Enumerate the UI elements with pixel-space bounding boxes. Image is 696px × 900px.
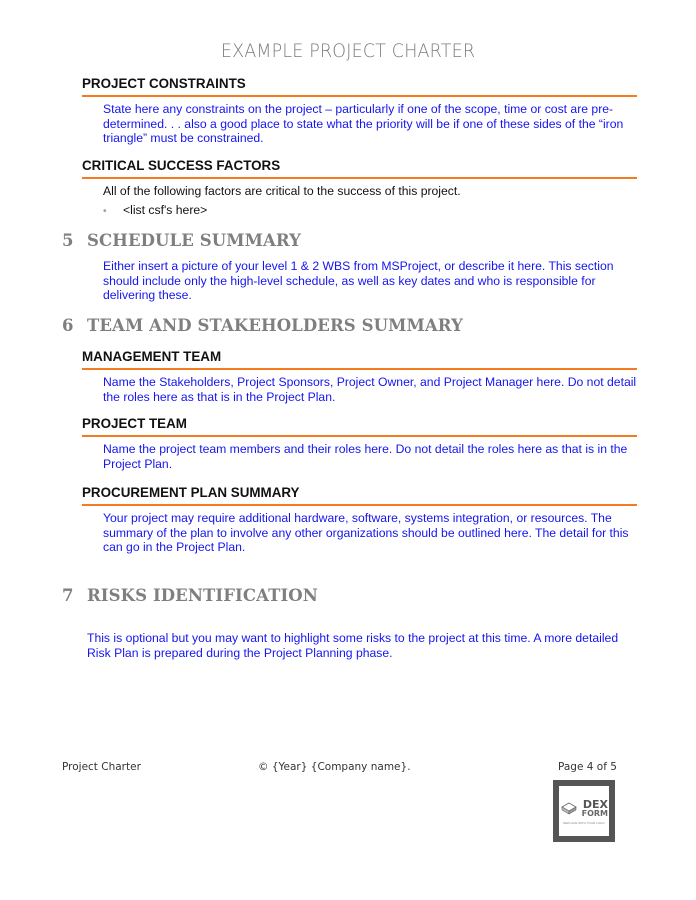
logo-box-icon — [561, 801, 577, 815]
heading-project-constraints: PROJECT CONSTRAINTS — [82, 76, 637, 97]
section-title: RISKS IDENTIFICATION — [87, 586, 318, 605]
heading-risks-identification — [62, 586, 318, 605]
csf-intro-text: All of the following factors are critical to the success of this project. — [103, 184, 461, 198]
page-title: EXAMPLE PROJECT CHARTER — [220, 40, 476, 62]
footer-copyright: © {Year} {Company name}. — [258, 761, 411, 773]
heading-schedule-summary — [62, 231, 301, 250]
section-title: TEAM AND STAKEHOLDERS SUMMARY — [87, 316, 463, 335]
heading-team-stakeholders-summary — [62, 316, 463, 335]
procurement-text: Your project may require additional hardware, software, systems integration, or resources. The summary of the plan to involve any other organizations should be outlined here. The detail for this can go in the Project Plan. — [103, 511, 629, 555]
section-number: 5 — [62, 231, 74, 250]
logo-tagline: REPLACE WITH YOUR LOGO — [563, 821, 605, 825]
footer-document-name: Project Charter — [62, 761, 141, 773]
heading-procurement-plan-summary: PROCUREMENT PLAN SUMMARY — [82, 485, 637, 506]
section-title: SCHEDULE SUMMARY — [87, 231, 302, 250]
management-team-text: Name the Stakeholders, Project Sponsors, Project Owner, and Project Manager here. Do not detail the roles here as that is in the Project Plan. — [103, 375, 637, 404]
schedule-text: Either insert a picture of your level 1 & 2 WBS from MSProject, or describe it here. This section should include only the high-level schedule, as well as key dates and who is responsible for delivering these. — [103, 259, 614, 303]
risks-text: This is optional but you may want to highlight some risks to the project at this time. A more detailed Risk Plan is prepared during the Project Planning phase. — [87, 631, 619, 660]
heading-project-team: PROJECT TEAM — [82, 416, 637, 437]
bullet-icon: • — [103, 206, 107, 217]
section-number: 6 — [62, 316, 74, 335]
section-number: 7 — [62, 586, 74, 605]
heading-management-team: MANAGEMENT TEAM — [82, 349, 637, 370]
company-logo — [553, 780, 615, 842]
logo-text-dex: DEX — [582, 798, 608, 811]
footer-page-number: Page 4 of 5 — [558, 761, 617, 773]
project-team-text: Name the project team members and their roles here. Do not detail the roles here as that is in the Project Plan. — [103, 442, 628, 471]
csf-bullet-text: <list csf's here> — [123, 203, 208, 217]
constraints-text: State here any constraints on the project – particularly if one of the scope, time or cost are pre-determined. . . also a good place to state what the priority will be if one of these sides of the “iron triangle” must be constrained. — [103, 102, 624, 146]
logo-text-form: FORM — [581, 809, 608, 818]
csf-bullet-item — [103, 203, 207, 220]
heading-critical-success-factors: CRITICAL SUCCESS FACTORS — [82, 158, 637, 179]
